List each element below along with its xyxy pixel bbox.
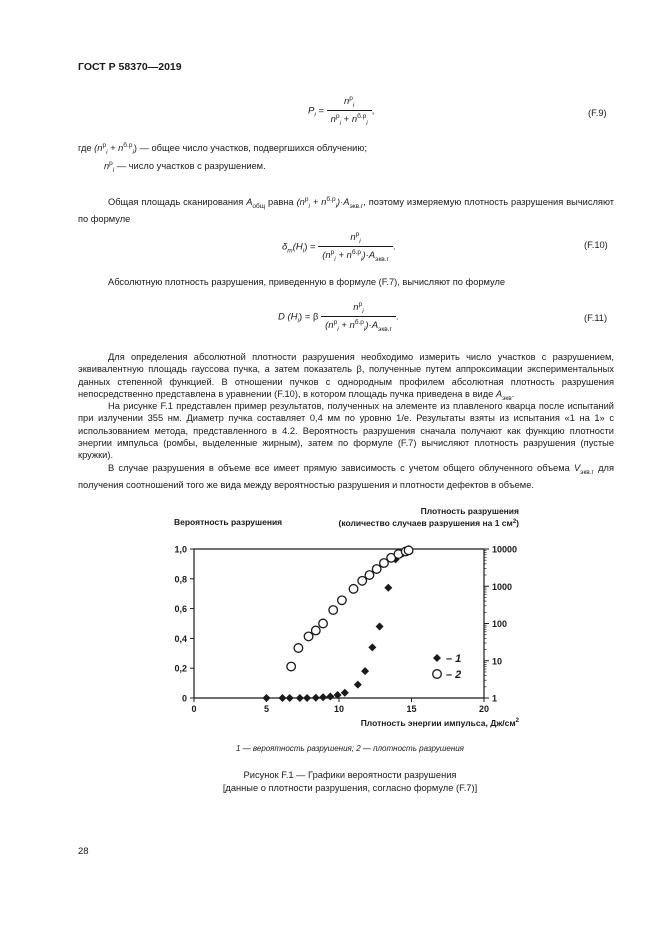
formula-number-f10: (F.10) xyxy=(584,240,608,250)
data-point-series-2 xyxy=(329,606,338,615)
x-tick-label: 15 xyxy=(406,704,417,714)
y-left-tick-label: 0,8 xyxy=(174,574,187,585)
page-number: 28 xyxy=(78,846,89,857)
data-point-series-1 xyxy=(296,694,304,702)
data-point-series-1 xyxy=(319,693,327,701)
data-point-series-1 xyxy=(384,584,392,592)
data-point-series-2 xyxy=(365,571,374,580)
definition-damaged: $n^р_i$ — число участков с разрушением. xyxy=(104,160,266,174)
data-point-series-2 xyxy=(338,596,347,605)
data-point-series-2 xyxy=(349,585,358,594)
formula-number-f11: (F.11) xyxy=(584,313,608,323)
data-point-series-1 xyxy=(326,693,334,701)
paragraph-method: Для определения абсолютной плотности разрушения необходимо измерить число участков с разрушением, эквивалентную площадь гауссова пучка, а затем показатель β, полученные путем аппроксимации экспериментальных данных степенной функцией. В отношении пучков с однородным профилем абсолютная плотность разрушения непосредственно представлена в уравнении (F.10), в котором площадь пучка приведена в виде $A_{экв}$. xyxy=(78,352,614,402)
y-right-tick-label: 1000 xyxy=(492,581,513,592)
formula-f11: D $(H_i) = \beta$ $\frac{n^р_i}{(n^р_i + n^{б.р}_i)\cdot A_{экв.г}}$ . xyxy=(278,301,399,334)
paragraph-volume: В случае разрушения в объеме все имеет прямую зависимость с учетом общего облученного объема $V_{экв.г}$ для получения соотношений того же вида между вероятностью разрушения и плотности дефектов в объеме. xyxy=(78,463,614,491)
paragraph-absolute-density: Абсолютную плотность разрушения, приведенную в формуле (F.7), вычисляют по формуле xyxy=(108,277,506,287)
x-tick-label: 10 xyxy=(333,704,345,714)
data-point-series-1 xyxy=(354,681,362,689)
data-point-series-2 xyxy=(358,577,367,586)
data-point-series-2 xyxy=(304,632,313,641)
y-left-tick-label: 0,4 xyxy=(174,633,187,644)
formula-f10: $\delta_m(H_i)$ = $\frac{n^р_i}{(n^р_i + n^{б.р}_i)\cdot A_{экв.г}}$ . xyxy=(282,231,396,264)
y-left-tick-label: 0,6 xyxy=(174,604,187,615)
data-point-series-2 xyxy=(319,619,328,628)
data-point-series-2 xyxy=(287,662,296,671)
y-left-tick-label: 0 xyxy=(181,693,187,704)
x-tick-label: 0 xyxy=(191,704,197,714)
y-right-tick-label: 1 xyxy=(492,693,498,704)
chart-title-right-line2: (количество случаев разрушения на 1 $см^2$) xyxy=(338,518,519,528)
legend-marker-2 xyxy=(433,670,442,679)
x-axis-label: Плотность энергии импульса, $Дж/см^2$ xyxy=(360,718,519,728)
data-point-series-1 xyxy=(286,694,294,702)
document-header: ГОСТ Р 58370—2019 xyxy=(78,61,182,73)
legend-label-1: – 1 xyxy=(446,653,462,665)
definition-total: где $(n^р_i + n^{б.р}_i)$ — общее число участков, подвергшихся облучению; xyxy=(78,142,367,156)
formula-number-f9: (F.9) xyxy=(588,108,607,118)
y-right-tick-label: 10 xyxy=(492,656,503,667)
data-point-series-1 xyxy=(376,622,384,630)
chart-title-right-line1: Плотность разрушения xyxy=(420,506,519,516)
data-point-series-2 xyxy=(372,565,381,574)
figure-caption-line2: [данные о плотности разрушения, согласно формуле (F.7)] xyxy=(222,783,478,793)
data-point-series-2 xyxy=(294,644,303,653)
data-point-series-1 xyxy=(303,694,311,702)
paragraph-scan-area: Общая площадь сканирования $A_{общ}$ равна $(n^р_i + n^{б.р}_i)\cdot A_{экв.г}$, поэтому измеряемую плотность разрушения вычисляют по формуле xyxy=(78,196,614,225)
data-point-series-1 xyxy=(368,643,376,651)
data-point-series-1 xyxy=(278,694,286,702)
x-tick-label: 5 xyxy=(263,704,270,714)
paragraph-example: На рисунке F.1 представлен пример результатов, полученных на элементе из плавленого кварца после испытаний при излучении 355 нм. Диаметр пучка составляет 0,4 мм по уровню 1/e. Результаты взяты из испытания «1 на 1» с использованием метода, представленного в 4.2. Вероятность разрушения сначала получают как функцию плотности энергии импульса (ромбы, выделенные жирным), затем по формуле (F.7) вычисляют плотность разрушения (пустые кружки). xyxy=(78,401,614,461)
figure-key: 1 — вероятность разрушения; 2 — плотность разрушения xyxy=(236,744,464,753)
formula-f9: $P_i$ = $\frac{n^р_i}{n^р_i + n^{б.р}_i}$ , xyxy=(308,95,375,128)
data-point-series-2 xyxy=(312,626,321,635)
legend-label-2: – 2 xyxy=(446,669,462,681)
y-left-tick-label: 1,0 xyxy=(174,544,187,555)
chart-title-left: Вероятность разрушения xyxy=(174,517,283,527)
data-point-series-1 xyxy=(341,689,349,697)
data-point-series-1 xyxy=(263,694,271,702)
y-right-tick-label: 100 xyxy=(492,619,508,629)
y-right-tick-label: 10000 xyxy=(492,544,518,555)
figure-caption-line1: Рисунок F.1 — Графики вероятности разрушения xyxy=(243,770,457,780)
data-point-series-1 xyxy=(361,667,369,675)
legend-marker-1 xyxy=(433,654,441,662)
y-left-tick-label: 0,2 xyxy=(174,663,187,674)
data-point-series-1 xyxy=(312,694,320,702)
x-tick-label: 20 xyxy=(478,704,490,714)
data-point-series-2 xyxy=(404,546,413,555)
